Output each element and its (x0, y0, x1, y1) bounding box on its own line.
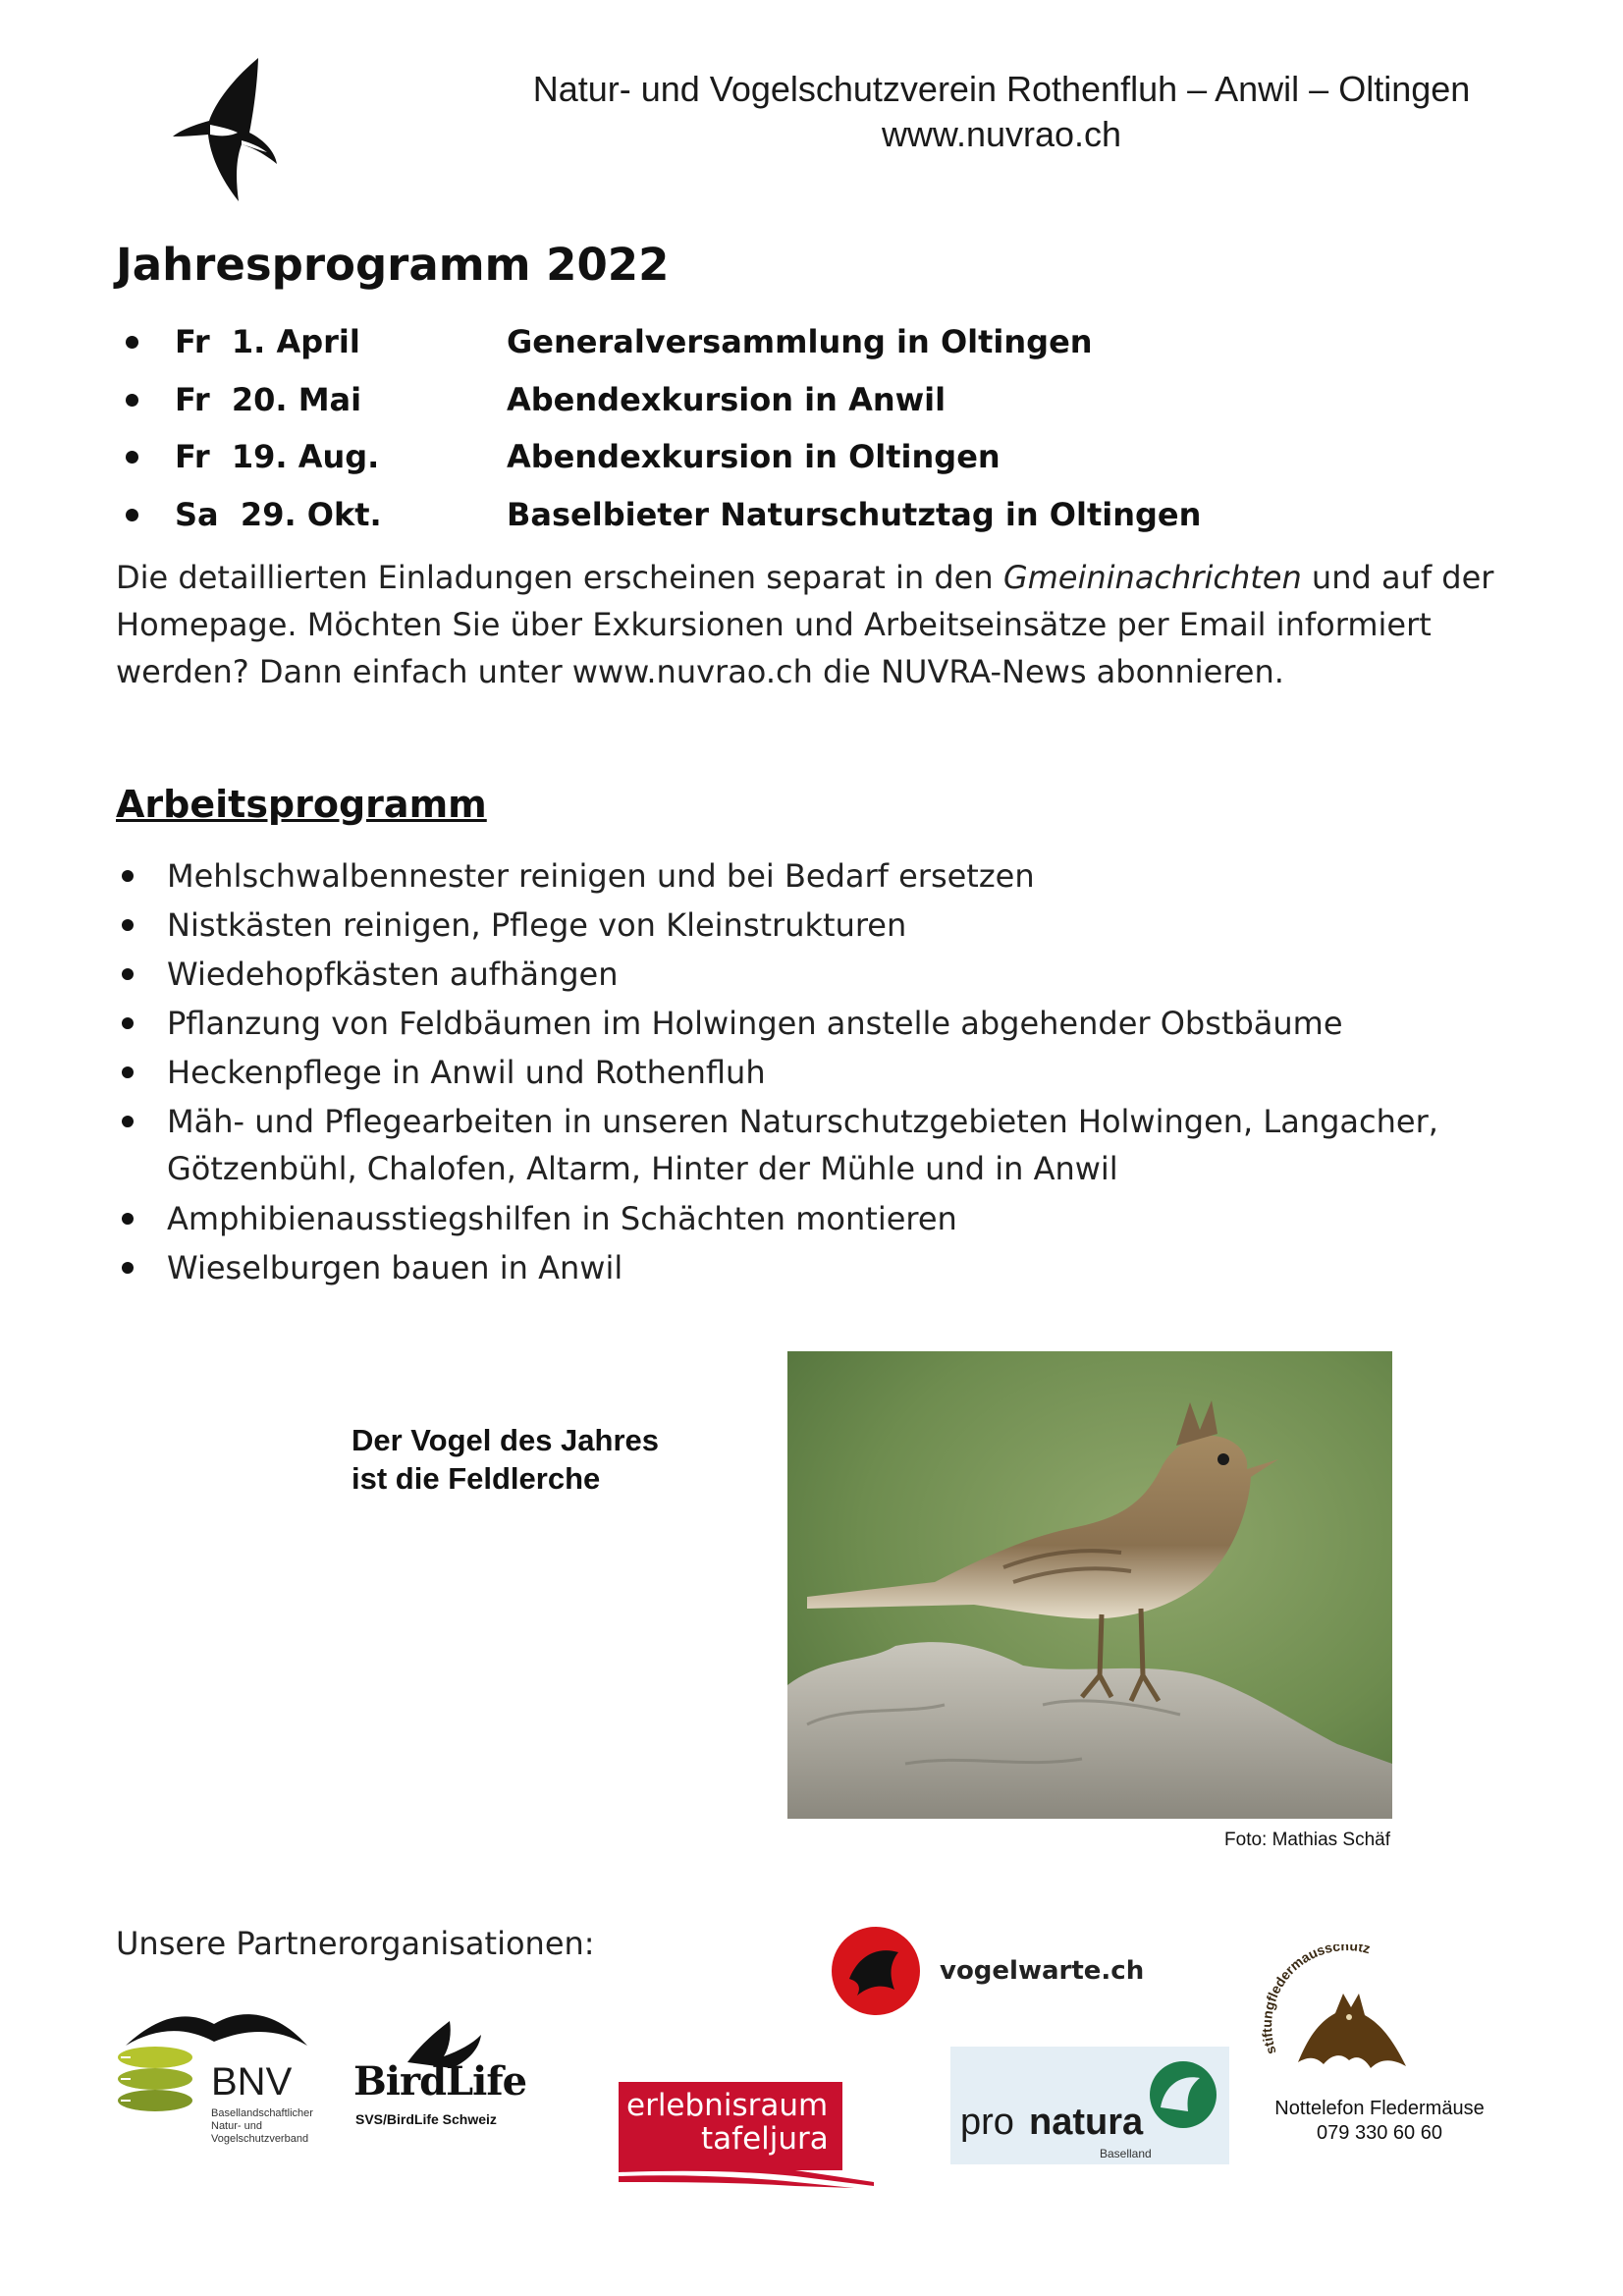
bullet-icon (126, 336, 138, 349)
bnv-sub2: Natur- und (211, 2120, 262, 2132)
list-item (118, 1000, 1522, 1047)
org-name: Natur- und Vogelschutzverein Rothenfluh – Anwil – Oltingen (532, 69, 1471, 109)
erlebnisraum-logo (619, 2082, 874, 2190)
info-text: und auf der Homepage. Möchten Sie über Exkursionen und Arbeitseinsätze per Email informiert werden? Dann einfach unter www.nuvrao.ch die NUVRA-News abonnieren. (116, 559, 1494, 690)
list-item (118, 852, 1522, 900)
list-item-text: Mehlschwalbennester reinigen und bei Bedarf ersetzen (167, 857, 1035, 895)
bullet-icon (122, 870, 134, 882)
partners-label: Unsere Partnerorganisationen: (116, 1925, 595, 1962)
program-info (116, 554, 1530, 695)
pronatura-emblem-icon (1147, 2058, 1220, 2132)
erlebnisraum-line1: erlebnisraum (626, 2088, 829, 2123)
pronatura-sub: Baselland (1100, 2147, 1152, 2160)
bullet-icon (122, 1213, 134, 1225)
event-desc: Abendexkursion in Oltingen (507, 438, 1001, 475)
vogelwarte-name: vogelwarte.ch (940, 1956, 1145, 1986)
bullet-icon (122, 919, 134, 931)
list-item-text: Amphibienausstiegshilfen in Schächten montieren (167, 1200, 957, 1237)
bnv-sub1: Basellandschaftlicher (211, 2107, 313, 2119)
bullet-icon (122, 1262, 134, 1274)
skylark-photo (787, 1351, 1392, 1819)
swallow-icon (165, 54, 288, 206)
list-item-text: Nistkästen reinigen, Pflege von Kleinstrukturen (167, 906, 907, 944)
pronatura-pro: pro (960, 2102, 1014, 2143)
vogelwarte-logo (830, 1925, 1145, 2018)
list-item-text: Wieselburgen bauen in Anwil (167, 1249, 623, 1286)
bullet-icon (122, 968, 134, 980)
bird-caption-line1: Der Vogel des Jahres (352, 1423, 660, 1457)
list-item (118, 902, 1522, 949)
info-text: Die detaillierten Einladungen erscheinen separat in den (116, 559, 1003, 596)
fledermaus-note2: 079 330 60 60 (1317, 2122, 1442, 2144)
bullet-icon (122, 1066, 134, 1078)
event-date: Sa 29. Okt. (175, 496, 382, 533)
website: www.nuvrao.ch (881, 114, 1122, 154)
work-title: Arbeitsprogramm (116, 783, 487, 826)
birdlife-sub: SVS/BirdLife Schweiz (355, 2111, 497, 2127)
list-item-text: Mäh- und Pflegearbeiten in unseren Naturschutzgebieten Holwingen, Langacher, Götzenbühl, Chalofen, Altarm, Hinter der Mühle und in Anwil (167, 1103, 1438, 1187)
bullet-icon (126, 451, 138, 464)
birdlife-name: BirdLife (353, 2058, 527, 2105)
list-item (118, 1049, 1522, 1096)
event-date: Fr 20. Mai (175, 381, 362, 418)
pronatura-natura: natura (1029, 2102, 1144, 2143)
bnv-sub3: Vogelschutzverband (211, 2133, 309, 2145)
skylark-image (787, 1351, 1392, 1819)
bullet-icon (126, 394, 138, 407)
bullet-icon (126, 509, 138, 521)
info-italic: Gmeininachrichten (1002, 559, 1302, 596)
event-desc: Generalversammlung in Oltingen (507, 323, 1093, 360)
bullet-icon (122, 1017, 134, 1029)
bird-caption-line2: ist die Feldlerche (352, 1461, 601, 1496)
list-item (118, 1195, 1522, 1242)
pronatura-logo (950, 2047, 1229, 2164)
bullet-icon (122, 1116, 134, 1127)
header-logo (165, 54, 288, 206)
fledermaus-note1: Nottelefon Fledermäuse (1274, 2098, 1485, 2119)
stripes-icon (619, 2160, 874, 2190)
list-item-text: Pflanzung von Feldbäumen im Holwingen anstelle abgehender Obstbäume (167, 1005, 1343, 1042)
erlebnisraum-line2: tafeljura (701, 2121, 829, 2157)
photo-credit: Foto: Mathias Schäf (1224, 1830, 1390, 1850)
event-date: Fr 19. Aug. (175, 438, 380, 475)
list-item-text: Wiedehopfkästen aufhängen (167, 956, 619, 993)
fledermaus-logo (1259, 1944, 1435, 2097)
list-item (118, 1098, 1522, 1192)
birdlife-logo (353, 2013, 550, 2131)
list-item (118, 1244, 1522, 1291)
event-desc: Abendexkursion in Anwil (507, 381, 947, 418)
list-item-text: Heckenpflege in Anwil und Rothenfluh (167, 1054, 766, 1091)
program-title: Jahresprogramm 2022 (116, 239, 670, 291)
vogelwarte-emblem-icon (830, 1925, 923, 2018)
fledermaus-arc-text: stiftungfledermausschutz (1259, 1944, 1373, 2057)
bnv-name: BNV (211, 2060, 293, 2104)
list-item (118, 951, 1522, 998)
event-date: Fr 1. April (175, 323, 360, 360)
bat-icon (1259, 1944, 1435, 2097)
event-desc: Baselbieter Naturschutztag in Oltingen (507, 496, 1202, 533)
